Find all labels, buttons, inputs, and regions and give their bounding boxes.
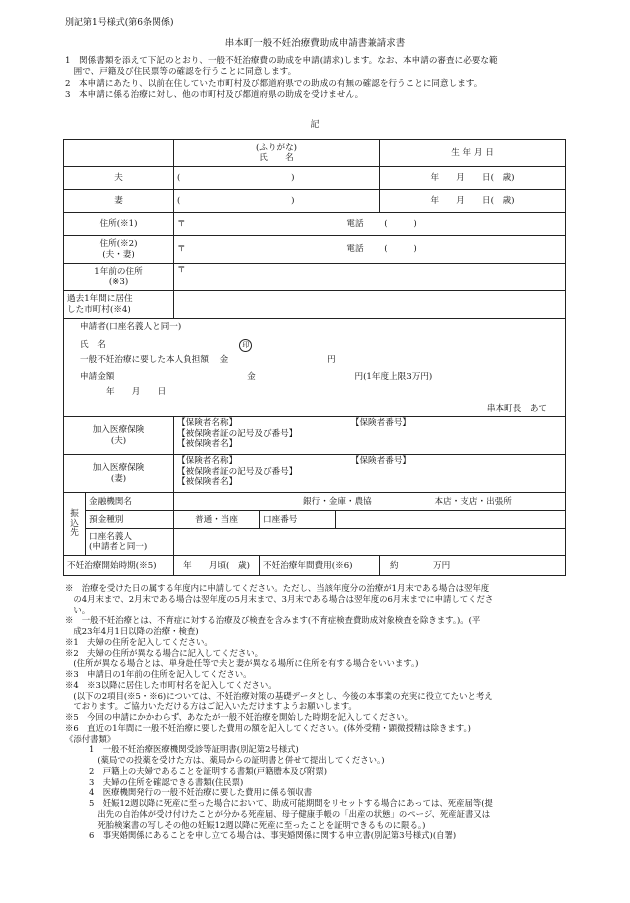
note-line: い。 (65, 604, 91, 615)
note-line: 成23年4月1日以降の治療・検査) (65, 626, 199, 636)
seal-icon: 印 (239, 339, 252, 352)
attachment-item: 5 妊娠12週以降に死産に至った場合において、助成可能期間をリセットする場合にあっては、死産届等(提 (89, 798, 493, 808)
attachment-item: (薬局での投薬を受けた方は、薬局からの証明書と併せて提出してください。) (89, 755, 385, 765)
note-line: ※ 一般不妊治療とは、不育症に対する治療及び検査を含みます(不育症検査費助成対象検査を除きます。)。(平 (65, 615, 481, 626)
note-line: (以下の2項目(※5・※6)については、不妊治療対策の基礎データとし、今後の本事業の充実に役立てたいと考え (65, 690, 493, 701)
attachment-item: 6 事実婚関係にあることを申し立てる場合は、事実婚関係に関する申立書(別記第3号様式)(自署) (89, 830, 457, 841)
attachment-item: 3 夫婦の住所を確認できる書類(住民票) (89, 776, 244, 787)
transfer-destination-label: 振込先 (64, 493, 86, 556)
intro-statements (65, 56, 575, 102)
deposit-type-field[interactable]: 普通・当座 (174, 511, 260, 529)
application-table (63, 139, 566, 576)
name-header: (ふりがな) 氏 名 (174, 140, 380, 167)
notes-section (65, 583, 585, 841)
account-holder-field[interactable] (174, 529, 566, 556)
note-line: ております。ご協力いただける方はご記入いただけますようお願いします。 (65, 701, 357, 712)
ki-heading: 記 (310, 120, 320, 130)
intro-line: 3 本申請に係る治療に対し、他の市町村及び都道府県の助成を受けません。 (65, 90, 364, 101)
blank-cell (64, 140, 174, 167)
note-line: ※3 申請日の1年前の住所を記入してください。 (65, 669, 252, 679)
address2-label: 住所(※2) (夫・妻) (64, 236, 174, 264)
note-line: ※6 直近の1年間に一般不妊治療に要した費用の額を記入してください。(体外受精・顕微授精は除きます。) (65, 722, 471, 733)
bank-name-field[interactable]: 銀行・金庫・農協 本店・支店・出張所 (174, 493, 566, 511)
attachment-item: 4 医療機関発行の一般不妊治療に要した費用に係る領収書 (89, 787, 313, 798)
note-line: ※5 今回の申請にかかわらず、あなたが一般不妊治療を開始した時期を記入してください。 (65, 712, 414, 722)
address1-field[interactable]: 〒 電話 ( ) (174, 213, 566, 236)
account-number-label: 口座番号 (260, 511, 336, 529)
insurance-husband-field[interactable]: 【保険者名称】 【保険者番号】 【被保険者証の記号及び番号】 【被保険者名】 (174, 417, 566, 455)
deposit-type-label: 預金種別 (86, 511, 174, 529)
husband-name-field[interactable]: ( ) (174, 167, 380, 190)
insurance-wife-field[interactable]: 【保険者名称】 【保険者番号】 【被保険者証の記号及び番号】 【被保険者名】 (174, 455, 566, 493)
note-line: ※1 夫婦の住所を記入してください。 (65, 636, 213, 647)
past-municipality-field[interactable] (174, 291, 566, 319)
self-pay-row[interactable]: 一般不妊治療に要した本人負担額 金 円 (80, 355, 336, 366)
husband-label: 夫 (64, 167, 174, 190)
treatment-start-field[interactable]: 年 月頃( 歳) (174, 556, 260, 576)
note-line: の4月末まで、2月末である場合は翌年度の5月末まで、3月末である場合は翌年度の6月末までに申請してくださ (65, 593, 494, 604)
past-municipality-label: 過去1年間に居住 した市町村(※4) (64, 291, 174, 319)
treatment-start-label: 不妊治療開始時期(※5) (64, 556, 174, 576)
form-number: 別記第1号様式(第6条関係) (65, 18, 174, 28)
intro-line: 2 本申請にあたり、以前在住していた市町村及び都道府県での助成の有無の確認を行うことに同意します。 (65, 78, 483, 89)
note-line: ※4 ※3以降に居住した市町村名を記入してください。 (65, 679, 277, 690)
claim-amount-row[interactable]: 申請金額 金 円(1年度上限3万円) (80, 371, 433, 382)
insurance-wife-label: 加入医療保険 (妻) (64, 455, 174, 493)
attachments-title: 《添付書類》 (65, 733, 116, 744)
birthdate-header: 生 年 月 日 (380, 140, 566, 167)
account-number-field[interactable] (336, 511, 566, 529)
note-line: ※ 治療を受けた日の属する年度内に申請してください。ただし、当該年度分の治療が1月末である場合は翌年度 (65, 583, 490, 593)
applicant-name-row[interactable]: 氏 名 印 (80, 339, 557, 352)
insurance-husband-label: 加入医療保険 (夫) (64, 417, 174, 455)
annual-cost-field[interactable]: 約 万円 (380, 556, 566, 576)
note-line: ※2 夫婦の住所が異なる場合に記入してください。 (65, 647, 263, 658)
attachment-item: 2 戸籍上の夫婦であることを証明する書類(戸籍謄本及び附票) (89, 765, 327, 776)
annual-cost-label: 不妊治療年間費用(※6) (260, 556, 380, 576)
attachment-item: 出先の自治体が受け付けたことが分かる死産届、母子健康手帳の「出産の状態」のページ、死産証書又は (89, 808, 491, 819)
wife-name-field[interactable]: ( ) (174, 190, 380, 213)
application-date[interactable]: 年 月 日 (106, 387, 167, 398)
intro-line: 囲で、戸籍及び住民票等の確認を行うことに同意します。 (65, 67, 297, 78)
attachment-item: 死胎検案書の写しその他の妊娠12週以降に死産に至ったことを証明できるものに限る。) (89, 819, 426, 830)
address2-field[interactable]: 〒 電話 ( ) (174, 236, 566, 264)
document-title: 串本町一般不妊治療費助成申請書兼請求書 (224, 38, 406, 49)
attachment-item: 1 一般不妊治療医療機関受診等証明書(別記第2号様式) (89, 744, 299, 755)
wife-birthdate-field[interactable]: 年 月 日( 歳) (380, 190, 566, 213)
husband-birthdate-field[interactable]: 年 月 日( 歳) (380, 167, 566, 190)
mayor-address: 串本町長 あて (486, 403, 548, 414)
account-holder-label: 口座名義人 (申請者と同一) (86, 529, 174, 556)
prev-address-label: 1年前の住所 (※3) (64, 264, 174, 291)
applicant-block (64, 319, 566, 417)
wife-label: 妻 (64, 190, 174, 213)
prev-address-field[interactable]: 〒 (174, 264, 566, 291)
note-line: (住所が異なる場合とは、単身赴任等で夫と妻が異なる場所に住所を有する場合をいいます。) (65, 658, 419, 669)
applicant-label: 申請者(口座名義人と同一) (80, 322, 182, 332)
intro-line: 1 関係書類を添えて下記のとおり、一般不妊治療費の助成を申請(請求)します。なお、本申請の審査に必要な範 (65, 56, 498, 66)
address1-label: 住所(※1) (64, 213, 174, 236)
bank-name-label: 金融機関名 (86, 493, 174, 511)
